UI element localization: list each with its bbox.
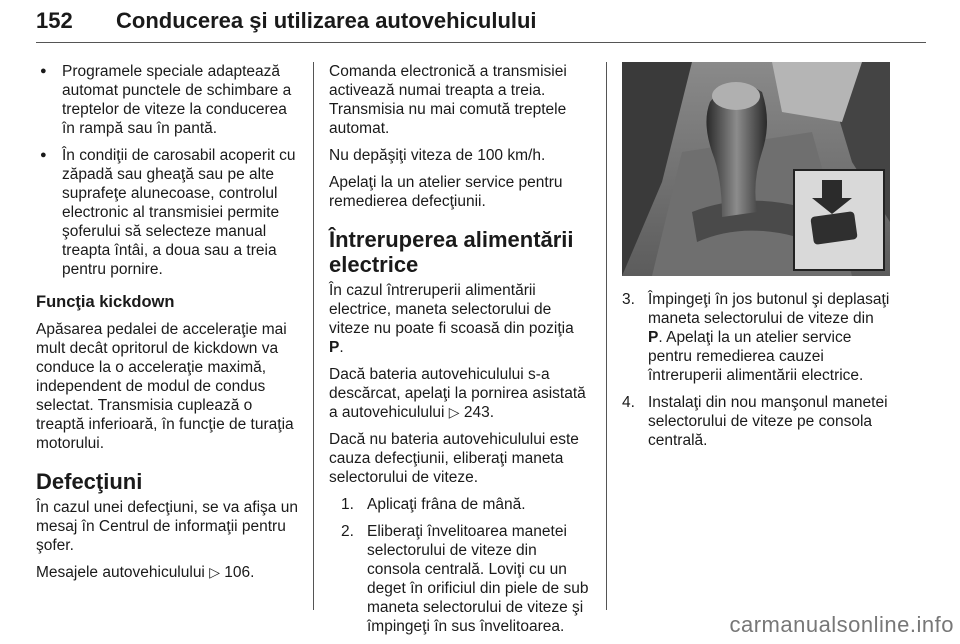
paragraph: Nu depăşiţi viteza de 100 km/h. [329, 147, 546, 164]
paragraph [36, 563, 298, 582]
section-heading-power-interruption: Întreruperea alimentării electrice [329, 227, 574, 277]
gear-position-label: P [648, 329, 659, 346]
list-item [622, 393, 890, 450]
step-number: 2. [341, 523, 354, 540]
gear-position-label: P [329, 339, 340, 356]
watermark: carmanualsonline.info [729, 612, 954, 637]
column-divider [606, 62, 607, 610]
page-number: 152 [36, 8, 73, 33]
messages-text: Mesajele autovehiculului [36, 564, 205, 581]
section-heading-faults: Defecţiuni [36, 469, 143, 494]
paragraph [329, 281, 591, 357]
step-number: 4. [622, 394, 635, 411]
step-text: Eliberaţi învelitoarea manetei selectorului de viteze din consola centrală. Loviţi cu un deget în orificiul din piele de sub maneta selectorului de viteze şi împingeţi în sus învelitoarea. [367, 523, 589, 635]
list-item: ● În condiţii de carosabil acoperit cu zăpadă sau gheaţă sau pe alte suprafeţe alunecoase, controlul electronic al transmisiei permite şoferului să selecteze manual treapta întâi, a doua sau a treia pentru pornire. [36, 146, 298, 279]
step-number: 1. [341, 496, 354, 513]
bullet-list [36, 62, 298, 279]
column-divider [313, 62, 314, 610]
paragraph: Apăsarea pedalei de acceleraţie mai mult decât opritorul de kickdown va conduce la o acceleraţie maximă, independent de modul de condus selectat. Transmisia cuplează o treaptă inferioară, în funcţie de turaţia motorului. [36, 321, 294, 452]
list-item: ● Programele speciale adaptează automat punctele de schimbare a treptelor de viteze la conducerea în rampă sau în pantă. [36, 62, 298, 138]
paragraph: În cazul unei defecţiuni, se va afişa un mesaj în Centrul de informaţii pentru şofer. [36, 499, 298, 554]
page-reference-icon[interactable]: ▷ [448, 404, 460, 420]
step-number: 3. [622, 291, 635, 308]
step-text: . Apelaţi la un atelier service pentru remedierea cauzei întreruperii alimentării electrice. [648, 329, 864, 384]
page-reference[interactable]: 106. [224, 564, 255, 581]
step-text: Aplicaţi frâna de mână. [367, 496, 526, 513]
step-text: Instalaţi din nou manşonul manetei selectorului de viteze pe consola centrală. [648, 394, 888, 449]
steps-list [622, 290, 890, 450]
paragraph [329, 365, 591, 422]
page-reference[interactable]: 243. [463, 404, 495, 421]
column-1 [36, 62, 298, 590]
gear-selector-photo [622, 62, 890, 276]
paragraph: Comanda electronică a transmisiei activează numai treapta a treia. Transmisia nu mai comută treptele automat. [329, 63, 567, 137]
column-2 [329, 62, 591, 644]
page-reference-icon[interactable]: ▷ [209, 564, 220, 580]
punctuation: . [339, 339, 344, 356]
list-item [341, 495, 591, 514]
paragraph: Apelaţi la un atelier service pentru remedierea defecţiunii. [329, 174, 563, 210]
column-3 [622, 62, 890, 458]
step-text: Împingeţi în jos butonul şi deplasaţi maneta selectorului de viteze din [648, 291, 890, 327]
paragraph-text: În cazul întreruperii alimentării electrice, maneta selectorului de viteze nu poate fi scoasă din poziţia [329, 282, 574, 337]
paragraph-text: Dacă bateria autovehiculului s-a descărcat, apelaţi la pornirea asistată a autovehiculului [329, 366, 586, 421]
page-header [36, 8, 926, 43]
paragraph: Dacă nu bateria autovehiculului este cauza defecţiunii, eliberaţi maneta selectorului de viteze. [329, 431, 579, 486]
page-title: Conducerea şi utilizarea autovehiculului [116, 8, 537, 33]
list-item [341, 522, 591, 636]
steps-list [341, 495, 591, 636]
section-heading-kickdown: Funcţia kickdown [36, 293, 175, 311]
list-item [622, 290, 890, 385]
